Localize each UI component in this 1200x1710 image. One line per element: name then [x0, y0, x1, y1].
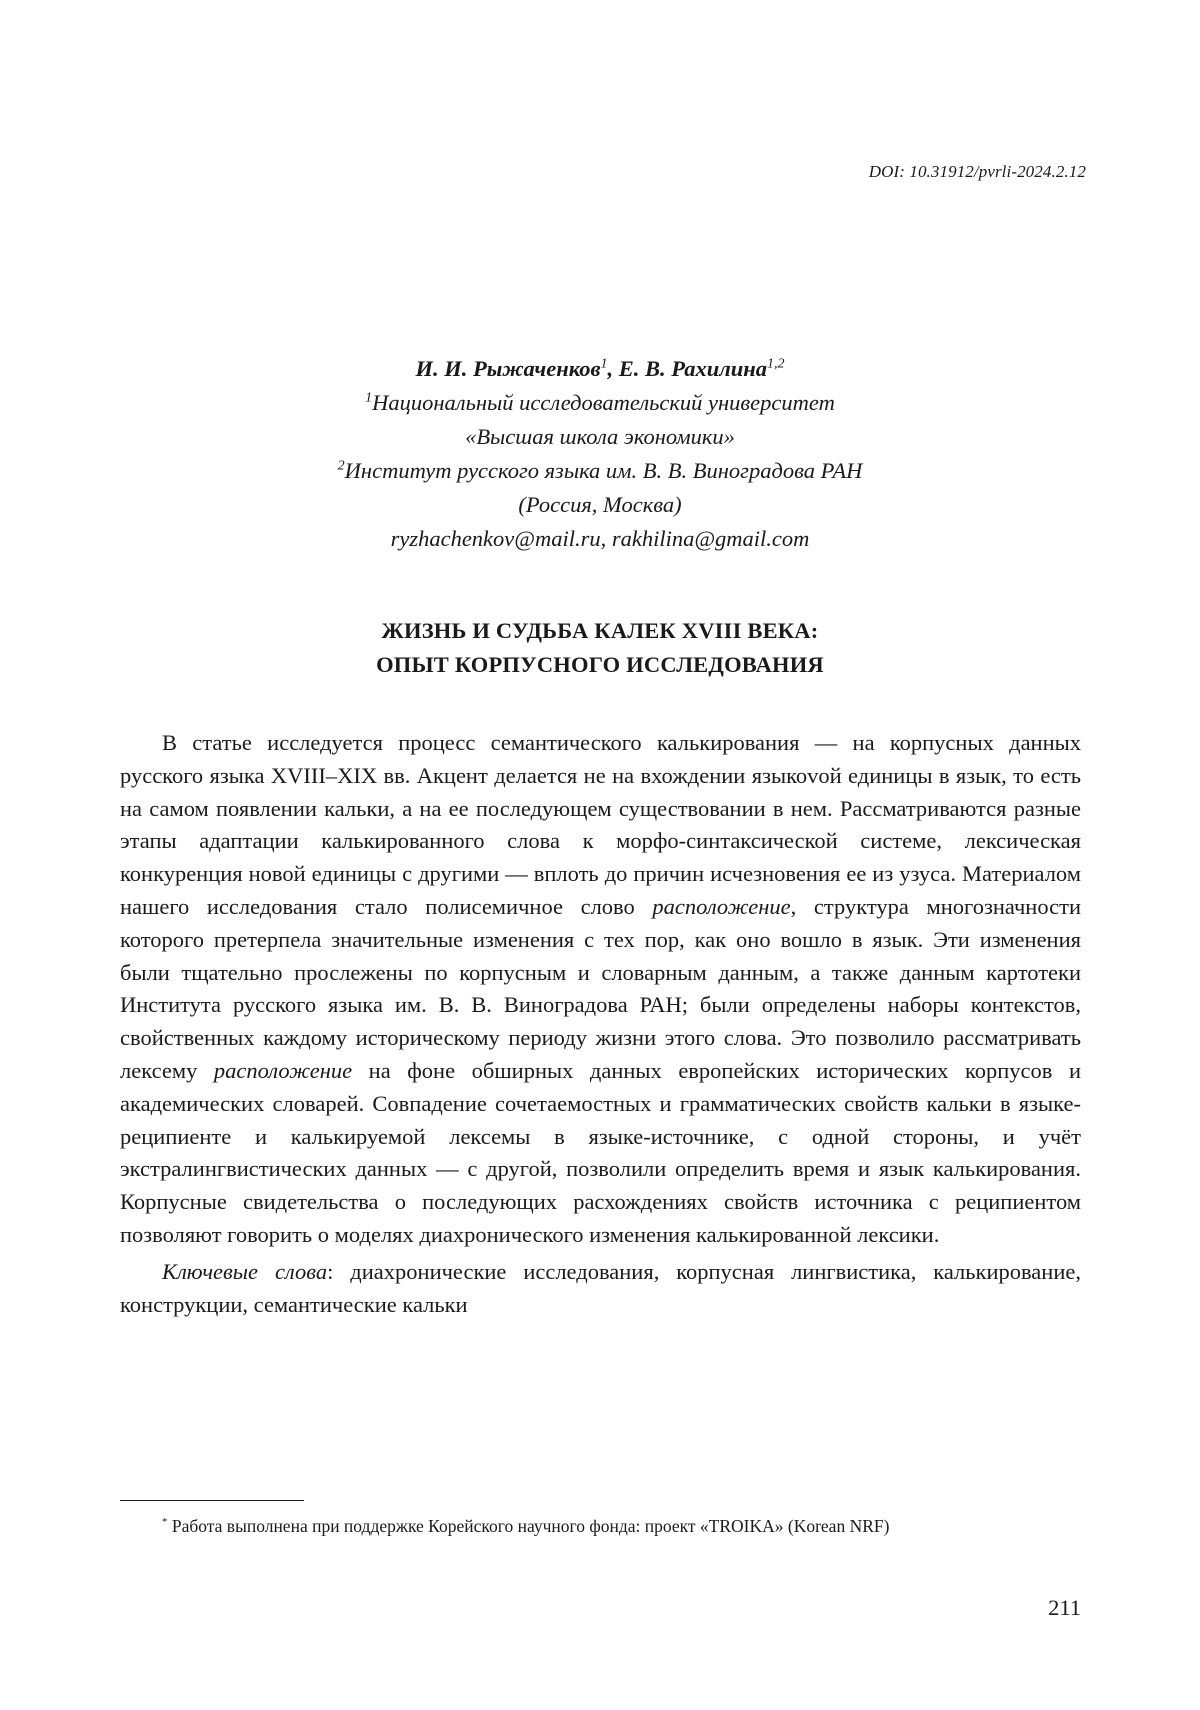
abstract-term-2: расположение — [213, 1057, 353, 1083]
keywords-text: диахронические исследования, корпусная лингвистика, калькирование, конструкции, семантические кальки — [120, 1258, 1081, 1317]
affiliation-1-line-2: «Высшая школа экономики» — [465, 424, 735, 449]
article-title-line-2: ОПЫТ КОРПУСНОГО ИССЛЕДОВАНИЯ — [376, 652, 824, 677]
page-number: 211 — [1048, 1595, 1081, 1620]
affiliation-1-mark: 1 — [365, 390, 373, 406]
doi-label: DOI: 10.31912/pvrli-2024.2.12 — [868, 162, 1086, 181]
footnote-divider — [120, 1500, 304, 1501]
article-title — [120, 614, 1080, 682]
author-2-affiliation-mark: 1,2 — [767, 356, 785, 372]
affiliation-2-line-1 — [120, 454, 1080, 488]
author-separator: , — [607, 356, 619, 381]
affiliation-2-name: Институт русского языка им. В. В. Виноградова РАН — [344, 458, 863, 483]
abstract-paragraph — [120, 727, 1081, 1252]
author-1-affiliation-mark: 1 — [600, 356, 608, 372]
affiliation-1-line-1 — [120, 386, 1080, 420]
footnote-text: Работа выполнена при поддержке Корейского научного фонда: проект «TROIKA» (Korean NRF) — [167, 1516, 890, 1536]
affiliation-2-line-2: (Россия, Москва) — [518, 492, 682, 517]
authors-line — [120, 352, 1080, 386]
author-emails: ryzhachenkov@mail.ru, rakhilina@gmail.com — [390, 526, 810, 551]
keywords-paragraph — [120, 1256, 1081, 1322]
article-title-line-1: ЖИЗНЬ И СУДЬБА КАЛЕК XVIII ВЕКА: — [381, 618, 819, 643]
abstract-text-part-2: , структура многозначности которого претерпела значительные изменения с тех пор, как оно вошло в язык. Эти изменения были тщательно прослежены по корпусным и словарным данным, а также данным картотеки Института русского языка им. В. В. Виноградова РАН; были определены наборы контекстов, свойственных каждому историческому периоду жизни этого слова. Это позволило рассматривать лексему — [120, 893, 1081, 1083]
affiliation-1-name: Национальный исследовательский университет — [372, 390, 835, 415]
abstract-term-1: расположение — [652, 893, 791, 919]
abstract-text-part-3: на фоне обширных данных европейских исторических корпусов и академических словарей. Совпадение сочетаемостных и грамматических свойств кальки в языке-реципиенте и калькируемой лексемы в языке-источнике, с одной стороны, и учёт экстралингвистических данных — с другой, позволили определить время и язык калькирования. Корпусные свидетельства о последующих расхождениях свойств источника с реципиентом позволяют говорить о моделях диахронического изменения калькированной лексики. — [120, 1057, 1081, 1247]
affiliation-2-mark: 2 — [337, 458, 345, 474]
footnote — [120, 1514, 1081, 1539]
keywords-separator: : — [327, 1258, 351, 1284]
keywords-label: Ключевые слова — [162, 1258, 328, 1284]
footnote-mark: * — [162, 1516, 168, 1529]
abstract — [120, 727, 1081, 1321]
author-2: Е. В. Рахилина — [618, 356, 768, 381]
author-1: И. И. Рыжаченков — [415, 356, 601, 381]
author-header — [120, 352, 1080, 556]
abstract-text-part-1: В статье исследуется процесс семантического калькирования — на корпусных данных русского языка XVIII–XIX вв. Акцент делается не на вхождении языкоvой единицы в язык, то есть на самом появлении кальки, а на ее последующем существовании в нем. Рассматриваются разные этапы адаптации калькированного слова к морфо-синтаксической системе, лексическая конкуренция новой единицы с другими — вплоть до причин исчезновения ее из узуса. Материалом нашего исследования стало полисемичное слово — [120, 730, 1081, 919]
